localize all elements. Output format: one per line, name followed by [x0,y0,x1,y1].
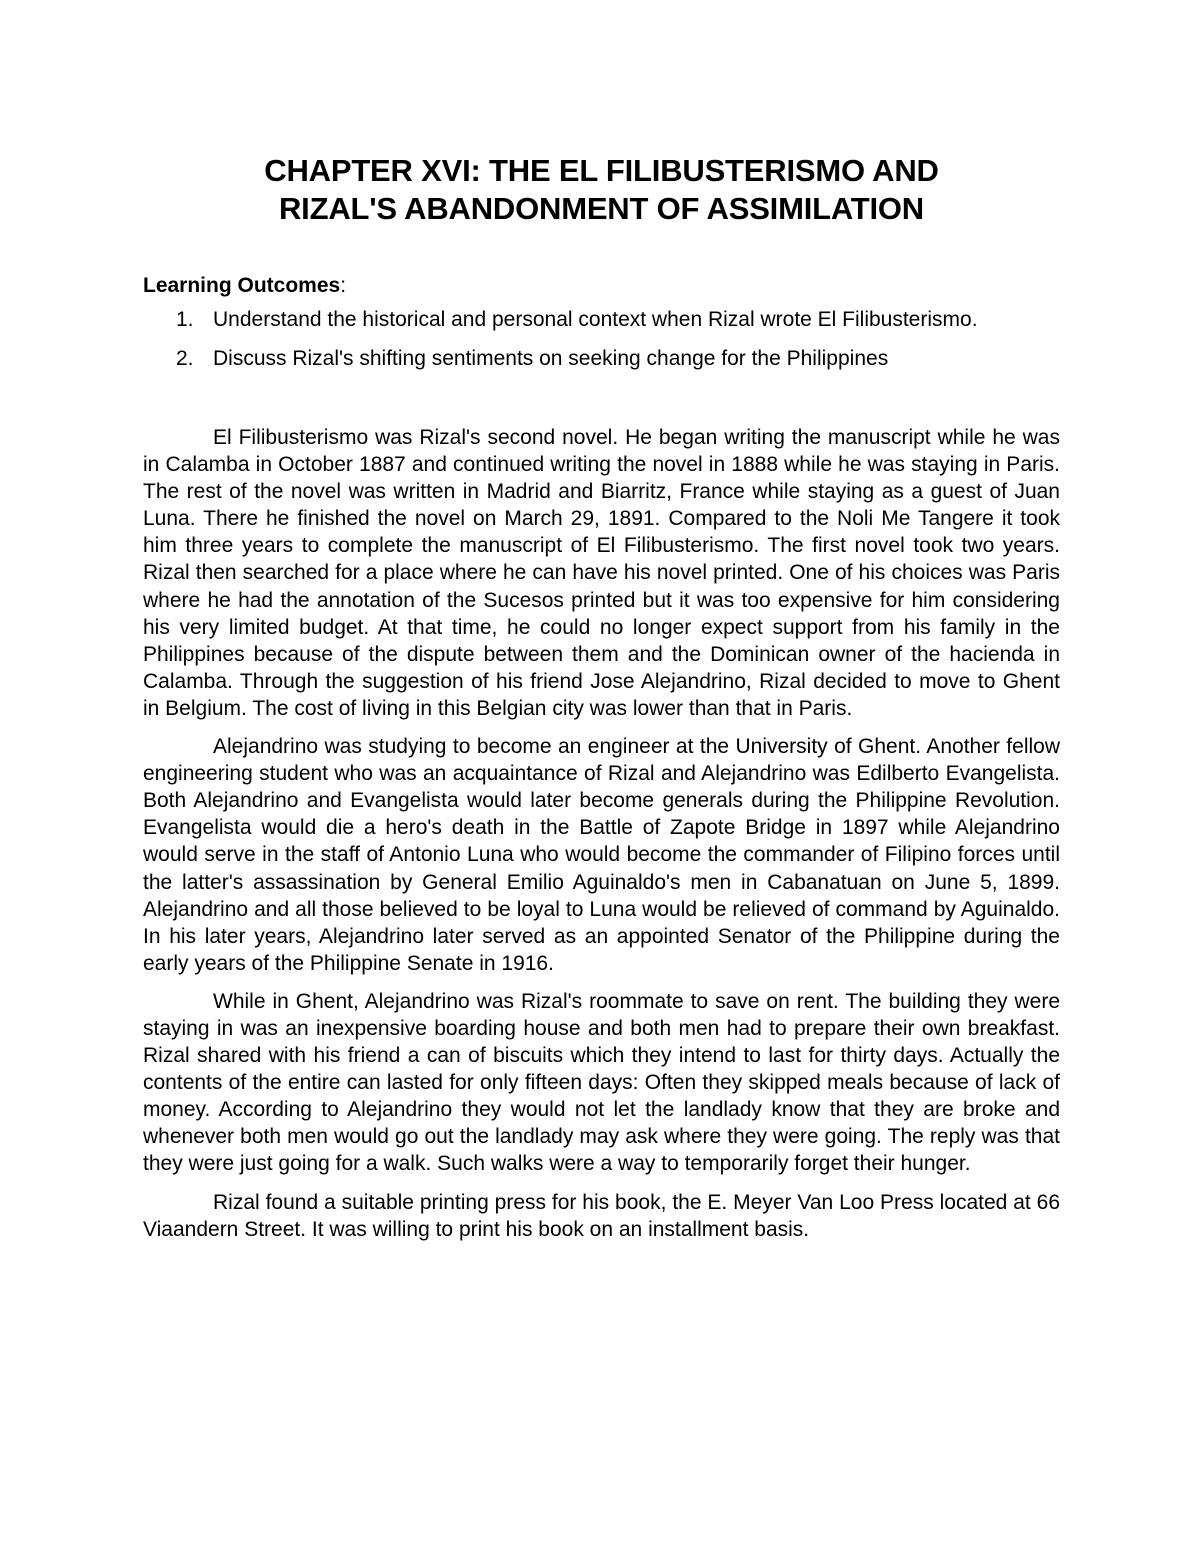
document-page [143,152,1060,1254]
learning-outcomes-colon: : [340,274,347,297]
learning-outcome-text: Discuss Rizal's shifting sentiments on seeking change for the Philippines [213,347,889,370]
learning-outcomes-label: Learning Outcomes [143,274,341,297]
learning-outcome-item [143,345,1060,372]
learning-outcome-number: 1. [176,308,194,331]
learning-outcome-number: 2. [176,347,194,370]
body-paragraph: While in Ghent, Alejandrino was Rizal's roommate to save on rent. The building they were staying in was an inexpensive boarding house and both men had to prepare their own breakfast. Rizal shared with his friend a can of biscuits which they intend to last for thirty days. Actually the contents of the entire can lasted for only fifteen days: Often they skipped meals because of lack of money. According to Alejandrino they would not let the landlady know that they are broke and whenever both men would go out the landlady may ask where they were going. The reply was that they were just going for a walk. Such walks were a way to temporarily forget their hunger. [143,989,1060,1176]
chapter-title-line-1: CHAPTER XVI: THE EL FILIBUSTERISMO AND [264,153,939,188]
learning-outcome-text: Understand the historical and personal context when Rizal wrote El Filibusterismo. [213,308,978,331]
body-paragraph: El Filibusterismo was Rizal's second novel. He began writing the manuscript while he was in Calamba in October 1887 and continued writing the novel in 1888 while he was staying in Paris. The rest of the novel was written in Madrid and Biarritz, France while staying as a guest of Juan Luna. There he finished the novel on March 29, 1891. Compared to the Noli Me Tangere it took him three years to complete the manuscript of El Filibusterismo. The first novel took two years. Rizal then searched for a place where he can have his novel printed. One of his choices was Paris where he had the annotation of the Sucesos printed but it was too expensive for him considering his very limited budget. At that time, he could no longer expect support from his family in the Philippines because of the dispute between them and the Dominican owner of the hacienda in Calamba. Through the suggestion of his friend Jose Alejandrino, Rizal decided to move to Ghent in Belgium. The cost of living in this Belgian city was lower than that in Paris. [143,426,1060,720]
chapter-title-line-2: RIZAL'S ABANDONMENT OF ASSIMILATION [278,191,924,226]
chapter-title [143,152,1060,228]
learning-outcomes-heading [143,272,1060,300]
learning-outcome-item [143,306,1060,333]
body-paragraph: Alejandrino was studying to become an engineer at the University of Ghent. Another fellow engineering student who was an acquaintance of Rizal and Alejandrino was Edilberto Evangelista. Both Alejandrino and Evangelista would later become generals during the Philippine Revolution. Evangelista would die a hero's death in the Battle of Zapote Bridge in 1897 while Alejandrino would serve in the staff of Antonio Luna who would become the commander of Filipino forces until the latter's assassination by General Emilio Aguinaldo's men in Cabanatuan on June 5, 1899. Alejandrino and all those believed to be loyal to Luna would be relieved of command by Aguinaldo. In his later years, Alejandrino later served as an appointed Senator of the Philippine during the early years of the Philippine Senate in 1916. [143,735,1060,975]
body-text [143,424,1060,1243]
body-paragraph: Rizal found a suitable printing press for his book, the E. Meyer Van Loo Press located at 66 Viaandern Street. It was willing to print his book on an installment basis. [143,1190,1060,1241]
learning-outcomes-list [143,306,1060,372]
